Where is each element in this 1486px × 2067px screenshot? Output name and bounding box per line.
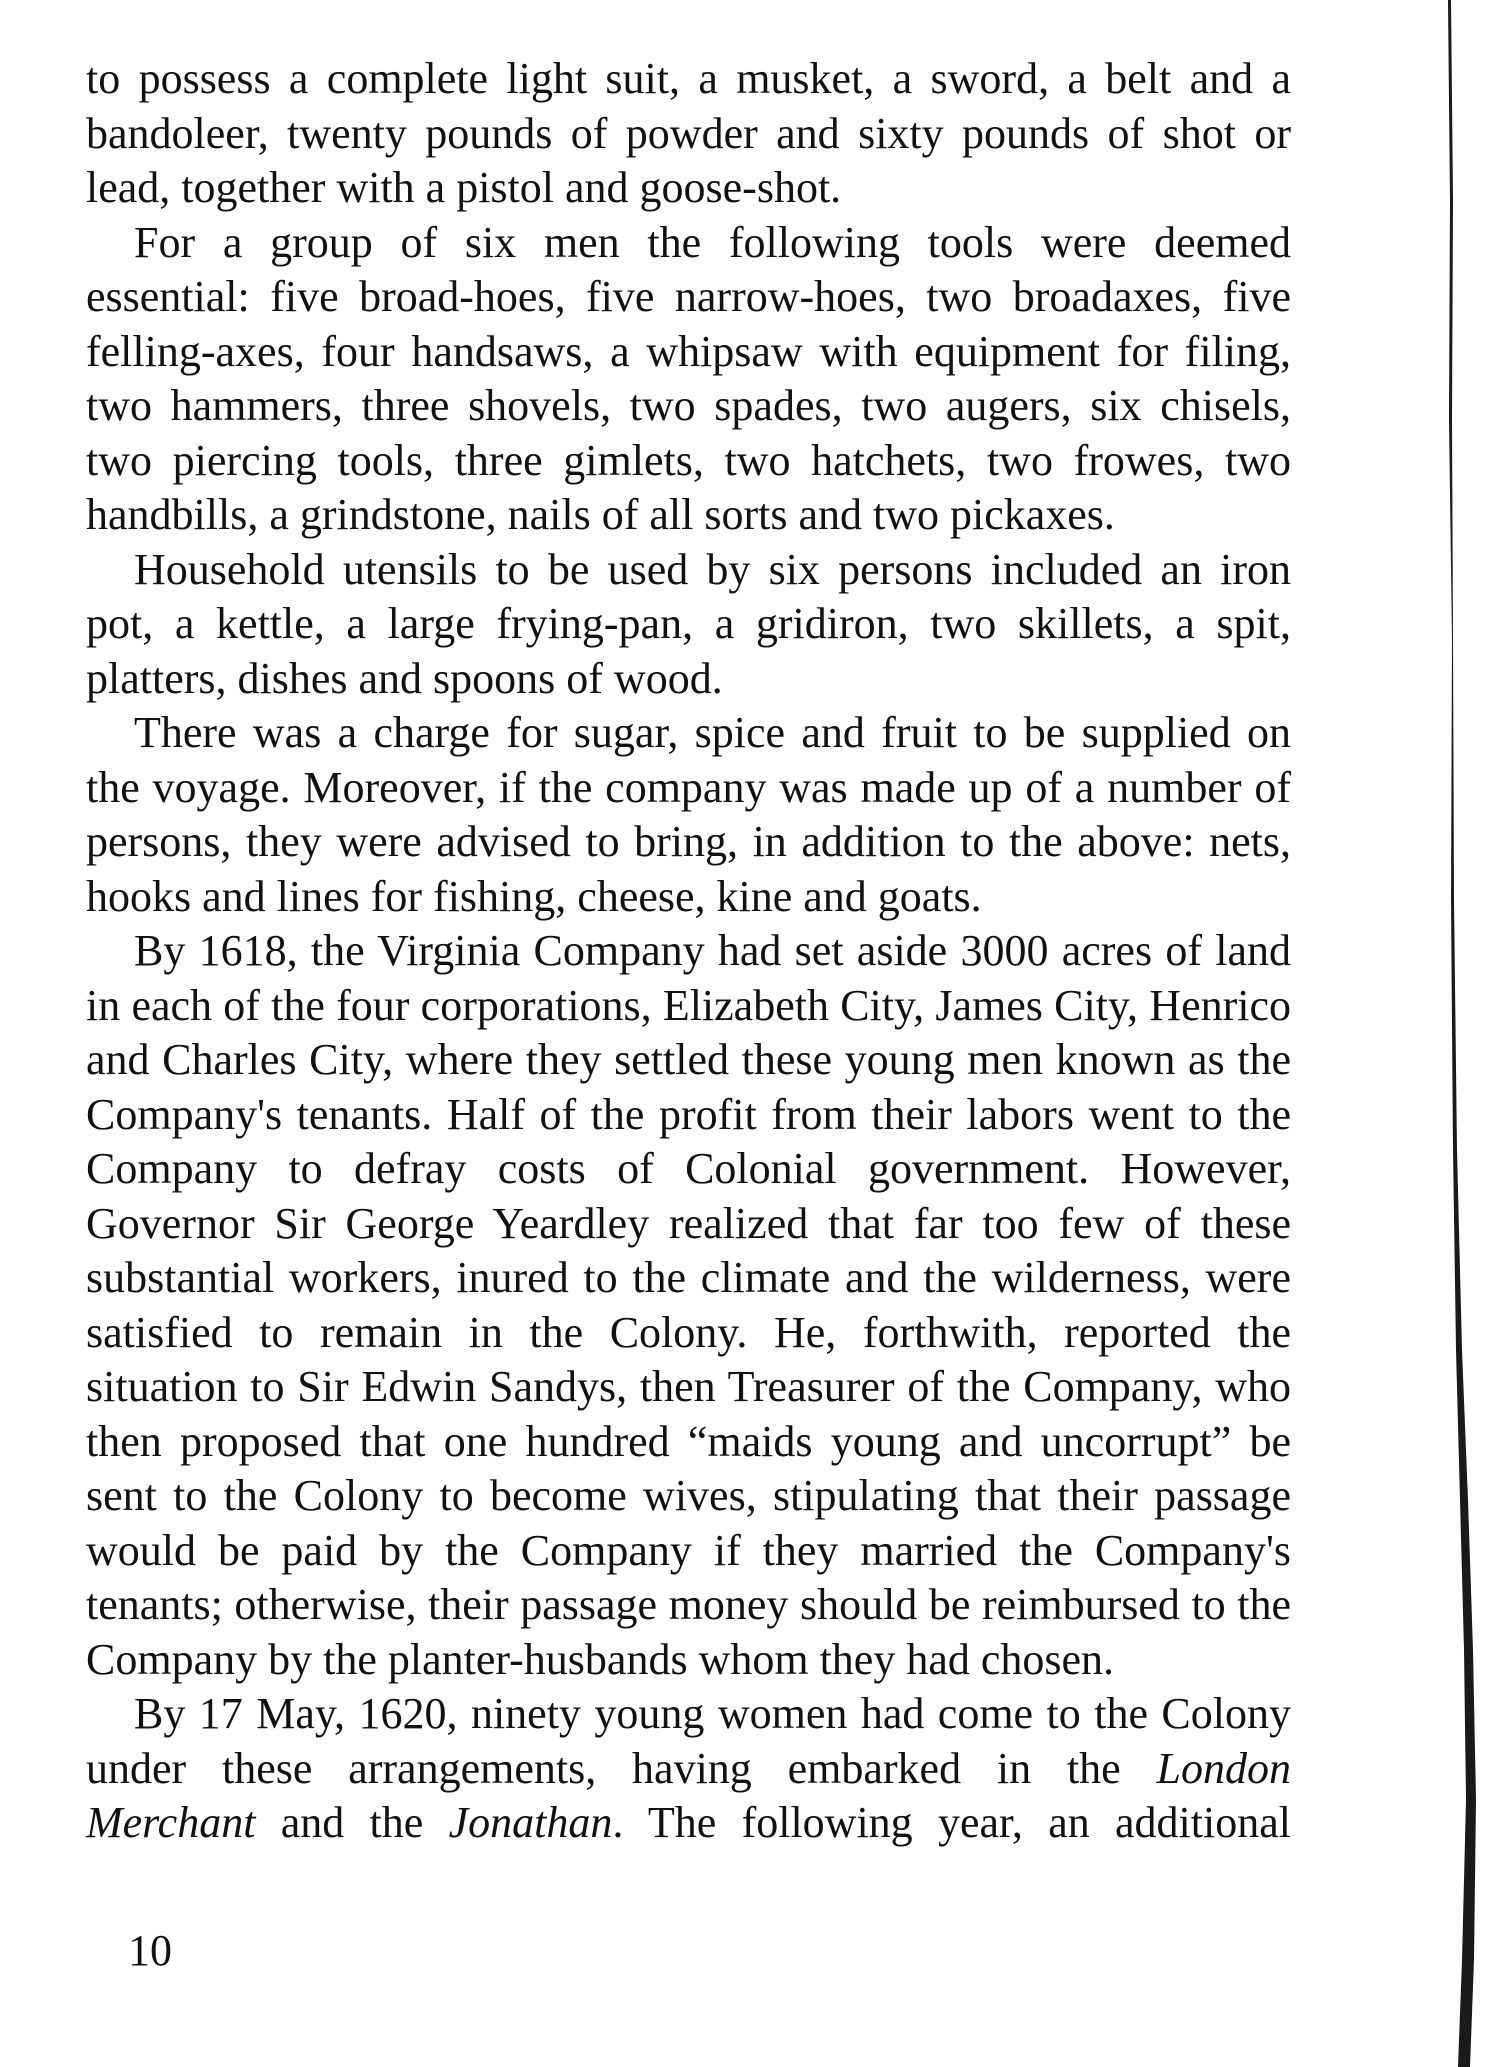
paragraph [86, 216, 1291, 543]
body-text [86, 52, 1291, 1851]
paragraph [86, 52, 1291, 216]
page-number: 10 [128, 1926, 172, 1975]
text-run: For a group of six men the following tools were deemed essential: five broad-hoes, five narrow-hoes, two broadaxes, five felling-axes, four handsaws, a whipsaw with equipment for filing, two hammers, three shovels, two spades, two augers, six chisels, two piercing tools, three gimlets, two hatchets, two frowes, two handbills, a grindstone, nails of all sorts and two pickaxes. [86, 217, 1291, 539]
paragraph [86, 543, 1291, 707]
ship-name-italic: Jonathan [448, 1798, 613, 1847]
text-run: . The following year, an additional [612, 1798, 1291, 1847]
ship-name-italic: London Merchant [86, 1743, 1291, 1847]
text-run: and the [255, 1798, 449, 1847]
text-run: Household utensils to be used by six persons included an iron pot, a kettle, a large frying-pan, a gridiron, two skillets, a spit, platters, dishes and spoons of wood. [86, 544, 1291, 703]
paragraph [86, 924, 1291, 1687]
paragraph [86, 706, 1291, 924]
paragraph [86, 1687, 1291, 1851]
text-run: By 1618, the Virginia Company had set aside 3000 acres of land in each of the four corporations, Elizabeth City, James City, Henrico and Charles City, where they settled these young men known as the Company's tenants. Half of the profit from their labors went to the Company to defray costs of Colonial government. However, Governor Sir George Yeardley realized that far too few of these substantial workers, inured to the climate and the wilderness, were satisfied to remain in the Colony. He, forthwith, reported the situation to Sir Edwin Sandys, then Treasurer of the Company, who then proposed that one hundred “maids young and uncorrupt” be sent to the Colony to become wives, stipulating that their passage would be paid by the Company if they married the Company's tenants; otherwise, their passage money should be reimbursed to the Company by the planter-husbands whom they had chosen. [86, 926, 1291, 1684]
text-run: By 17 May, 1620, ninety young women had come to the Colony under these arrangements, having embarked in the [86, 1689, 1291, 1793]
binding-edge-shadow [1426, 0, 1486, 2067]
text-run: to possess a complete light suit, a musket, a sword, a belt and a bandoleer, twenty pounds of powder and sixty pounds of shot or lead, together with a pistol and goose-shot. [86, 54, 1291, 212]
text-run: There was a charge for sugar, spice and fruit to be supplied on the voyage. Moreover, if the company was made up of a number of persons, they were advised to bring, in addition to the above: nets, hooks and lines for fishing, cheese, kine and goats. [86, 708, 1291, 921]
